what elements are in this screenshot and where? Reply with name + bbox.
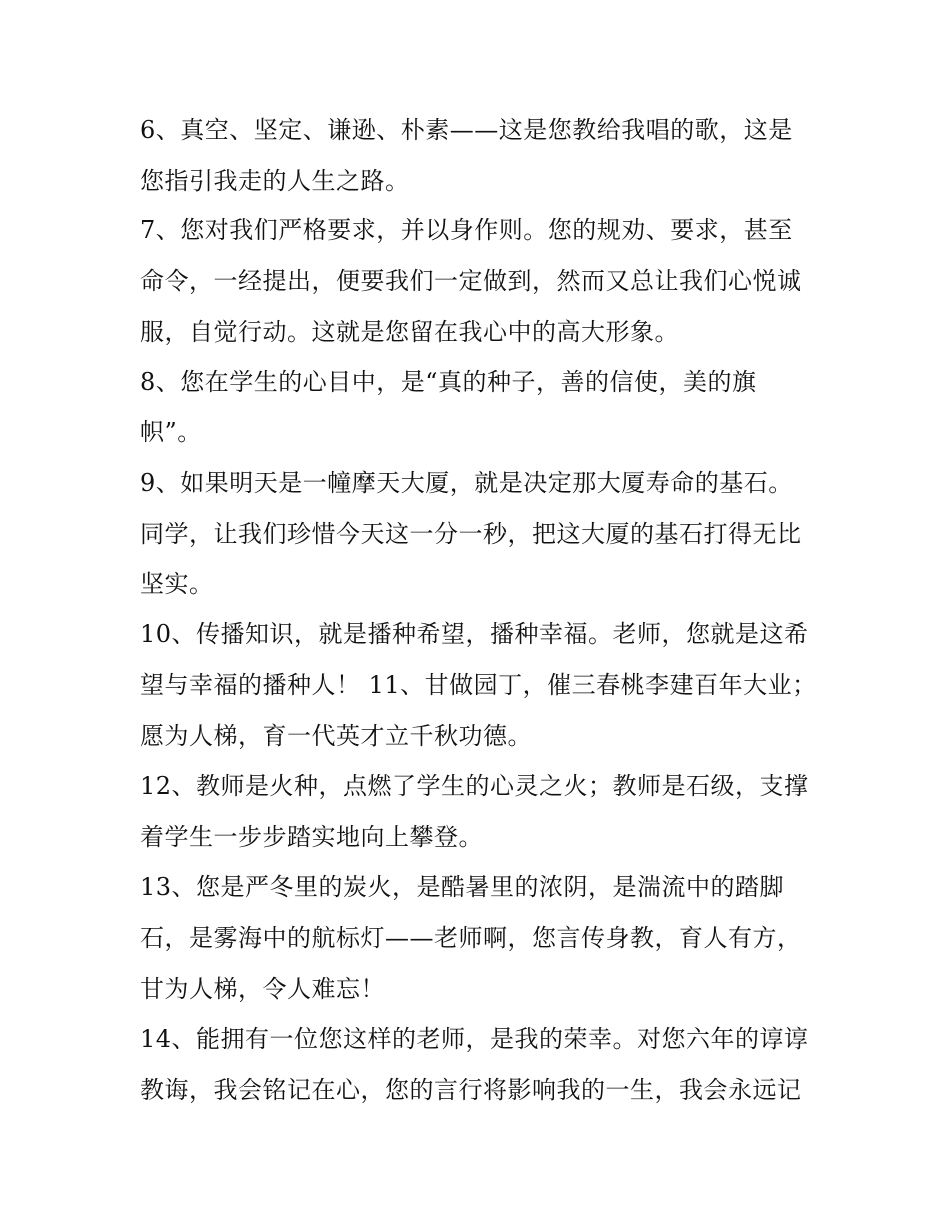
- text-line: 13、您是严冬里的炭火，是酷暑里的浓阴，是湍流中的踏脚: [140, 873, 785, 901]
- text-line: 望与幸福的播种人！ 11、甘做园丁，催三春桃李建百年大业；: [140, 671, 817, 699]
- text-line: 6、真空、坚定、谦逊、朴素——这是您教给我唱的歌，这是: [140, 116, 793, 144]
- text-line: 甘为人梯，令人难忘！: [140, 975, 385, 1003]
- text-line: 14、能拥有一位您这样的老师，是我的荣幸。对您六年的谆谆: [140, 1025, 809, 1053]
- text-line: 帜”。: [140, 418, 202, 446]
- text-line: 石，是雾海中的航标灯——老师啊，您言传身教，育人有方，: [140, 924, 802, 952]
- text-line: 9、如果明天是一幢摩天大厦，就是决定那大厦寿命的基石。: [140, 469, 793, 497]
- text-line: 同学，让我们珍惜今天这一分一秒，把这大厦的基石打得无比: [140, 520, 802, 548]
- text-line: 服，自觉行动。这就是您留在我心中的高大形象。: [140, 318, 679, 346]
- text-line: 愿为人梯，育一代英才立千秋功德。: [140, 722, 532, 750]
- text-line: 坚实。: [140, 570, 214, 598]
- text-line: 7、您对我们严格要求，并以身作则。您的规劝、要求，甚至: [140, 216, 793, 244]
- text-line: 您指引我走的人生之路。: [140, 167, 410, 195]
- text-line: 着学生一步步踏实地向上攀登。: [140, 823, 483, 851]
- text-line: 10、传播知识，就是播种希望，播种幸福。老师，您就是这希: [140, 620, 809, 648]
- text-line: 教诲，我会铭记在心，您的言行将影响我的一生，我会永远记: [140, 1076, 802, 1104]
- text-line: 12、教师是火种，点燃了学生的心灵之火；教师是石级，支撑: [140, 772, 809, 800]
- text-line: 命令，一经提出，便要我们一定做到，然而又总让我们心悦诚: [140, 267, 802, 295]
- text-line: 8、您在学生的心目中，是“真的种子，善的信使，美的旗: [140, 368, 757, 396]
